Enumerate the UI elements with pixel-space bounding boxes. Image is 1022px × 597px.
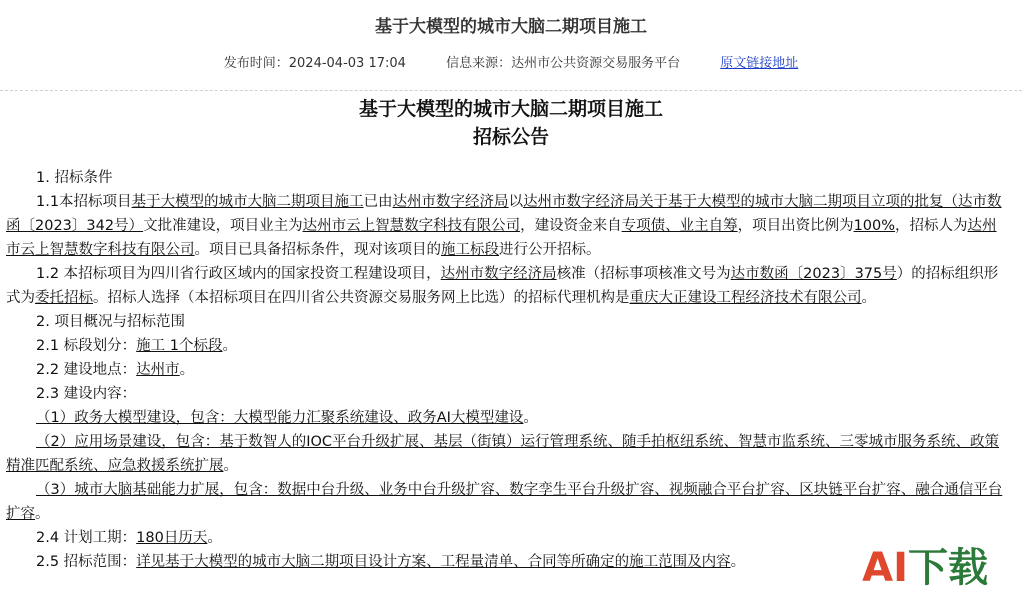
text: 以: [508, 194, 524, 210]
document-body: [6, 166, 1010, 574]
content-item-2: [6, 430, 1010, 478]
approval-authority: 达州市数字经济局: [440, 266, 557, 282]
text: 已由: [363, 194, 393, 210]
project-name: 基于大模型的城市大脑二期项目施工: [131, 194, 364, 210]
text: 。: [223, 458, 238, 474]
text: 文批准建设，项目业主为: [143, 218, 303, 234]
text: 进行公开招标。: [499, 242, 601, 258]
item-2-5: [6, 550, 1010, 574]
section1-heading: 1. 招标条件: [36, 170, 113, 186]
text: ，招标人为: [895, 218, 968, 234]
project-owner: 达州市云上智慧数字科技有限公司: [302, 218, 521, 234]
document-title: [0, 95, 1022, 151]
content-item-1: [6, 406, 1010, 430]
content-item-3: [6, 478, 1010, 526]
tenderer: 达州市云上智慧数字科技有限公司: [6, 218, 997, 258]
paragraph-1-1: [6, 190, 1010, 262]
text: 。: [35, 506, 50, 522]
value: 详见基于大模型的城市大脑二期项目设计方案、工程量清单、合同等所确定的施工范围及内容: [136, 554, 731, 570]
paragraph-1-2: [6, 262, 1010, 310]
value: （1）政务大模型建设，包含：大模型能力汇聚系统建设、政务AI大模型建设: [36, 410, 524, 426]
dashed-divider: [0, 90, 1022, 91]
text: 。项目已具备招标条件，现对该项目的: [194, 242, 441, 258]
label: 2.2 建设地点：: [36, 362, 137, 378]
tender-agent: 重庆大正建设工程经济技术有限公司: [629, 290, 862, 306]
document-title-line2: 招标公告: [472, 126, 549, 148]
approval-authority: 达州市数字经济局: [392, 194, 509, 210]
value: 180日历天: [136, 530, 208, 546]
text: 1.2 本招标项目为四川省行政区域内的国家投资工程建设项目，: [36, 266, 441, 282]
watermark-logo: [862, 546, 988, 590]
text: ）的招标组织形式为: [6, 266, 999, 306]
funding-source: 专项债、业主自筹: [621, 218, 738, 234]
original-link[interactable]: 原文链接地址: [720, 56, 799, 71]
text: 1.1本招标项目: [36, 194, 132, 210]
text: 。: [179, 362, 195, 378]
text: ，项目出资比例为: [737, 218, 854, 234]
section2-heading: 2. 项目概况与招标范围: [36, 314, 185, 330]
document-title-line1: 基于大模型的城市大脑二期项目施工: [358, 98, 663, 120]
label: 2.4 计划工期：: [36, 530, 137, 546]
item-2-4: [6, 526, 1010, 550]
value: 达州市: [136, 362, 180, 378]
funding-ratio: 100%: [853, 218, 896, 234]
publish-time: 发布时间：2024-04-03 17:04: [223, 56, 406, 71]
value: （2）应用场景建设，包含：基于数智人的IOC平台升级扩展、基层（街镇）运行管理系统、随手拍枢纽系统、智慧市监系统、三零城市服务系统、政策精准匹配系统、应急救援系统扩展: [6, 434, 1000, 474]
text: 。: [207, 530, 222, 546]
item-2-2: [6, 358, 1010, 382]
text: 核准（招标事项核准文号为: [556, 266, 731, 282]
item-2-1: [6, 334, 1010, 358]
watermark-download: 下载: [908, 545, 988, 591]
label: 2.5 招标范围：: [36, 554, 137, 570]
meta-row: [0, 52, 1022, 71]
value: 施工 1个标段: [136, 338, 223, 354]
text: ，建设资金来自: [520, 218, 622, 234]
value: （3）城市大脑基础能力扩展，包含：数据中台升级、业务中台升级扩容、数字孪生平台升级扩容、视频融合平台扩容、区块链平台扩容、融合通信平台扩容: [6, 482, 1003, 522]
item-2-3: 2.3 建设内容：: [36, 386, 137, 402]
text: 。: [730, 554, 746, 570]
text: 。: [861, 290, 876, 306]
tender-form: 委托招标: [35, 290, 93, 306]
text: 。招标人选择（本招标项目在四川省公共资源交易服务网上比选）的招标代理机构是: [93, 290, 630, 306]
label: 2.1 标段划分：: [36, 338, 137, 354]
page-title: 基于大模型的城市大脑二期项目施工: [375, 17, 647, 37]
approval-number: 达市数函〔2023〕375号: [730, 266, 897, 282]
approval-document: 达州市数字经济局关于基于大模型的城市大脑二期项目立项的批复（达市数函〔2023〕342号）: [6, 194, 1002, 234]
bid-section: 施工标段: [441, 242, 499, 258]
watermark-ai: AI: [862, 545, 908, 591]
text: 。: [222, 338, 238, 354]
text: 。: [523, 410, 538, 426]
info-source: 信息来源：达州市公共资源交易服务平台: [446, 56, 681, 71]
